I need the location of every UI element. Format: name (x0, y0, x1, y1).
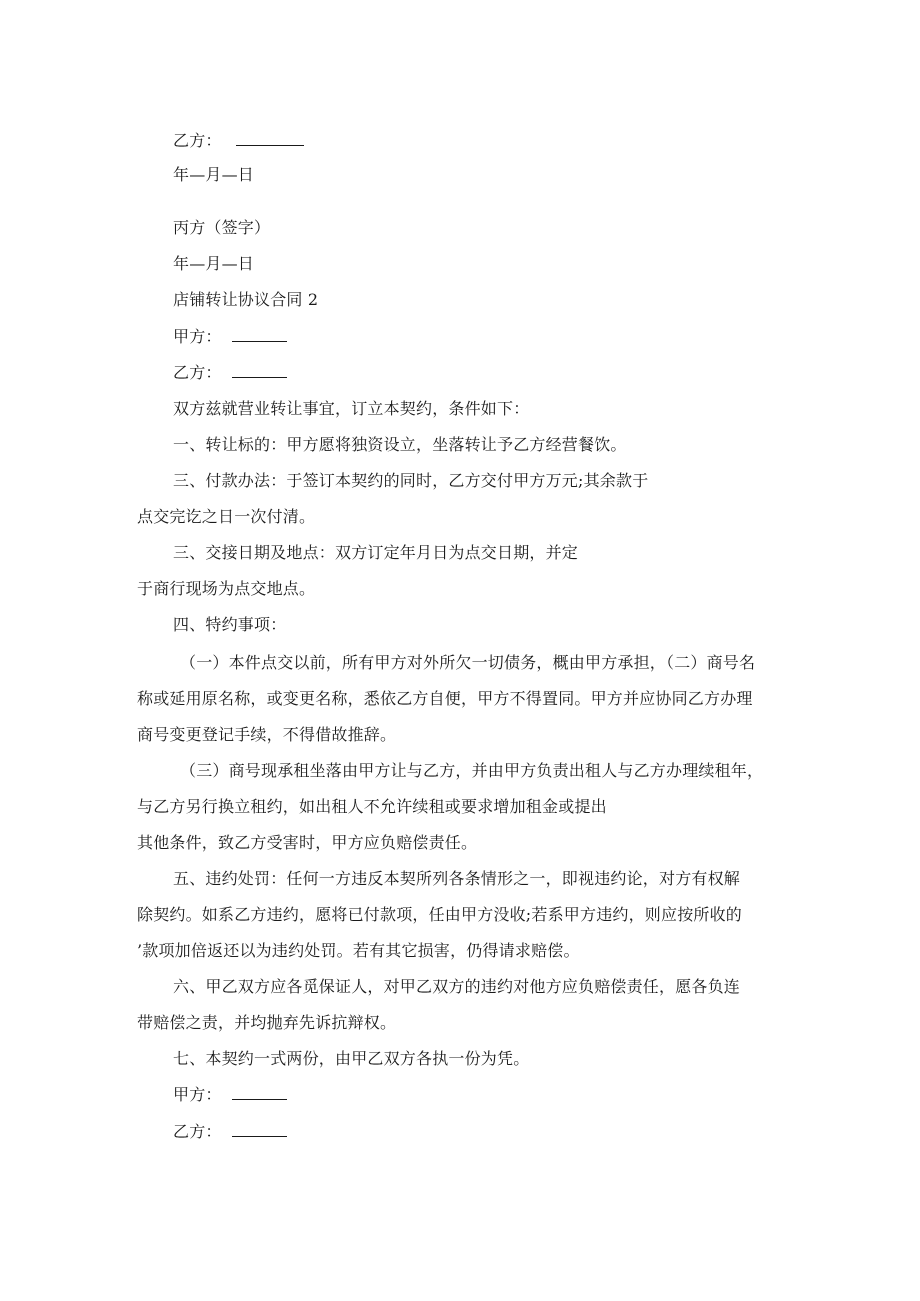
clause-guarantor-cont: 带赔偿之责，并均抛弃先诉抗辩权。 (137, 1013, 397, 1032)
party-b-label: 乙方： (173, 1122, 222, 1141)
special-item-1-cont: 称或延用原名称，或变更名称，悉依乙方自便，甲方不得置同。甲方并应协同乙方办理 (137, 689, 753, 708)
clause-handover: 三、交接日期及地点：双方订定年月日为点交日期，并定 (173, 543, 579, 562)
signature-blank (232, 327, 287, 342)
clause-breach-cont: 除契约。如系乙方违约，愿将已付款项，任由甲方没收;若系甲方违约，则应按所收的 (137, 905, 742, 924)
contract-title: 店铺转让协议合同 2 (173, 290, 319, 309)
signature-blank (232, 1085, 287, 1100)
party-b-signature-line (173, 1122, 287, 1142)
signature-blank (236, 131, 304, 146)
clause-1: 一、转让标的：甲方愿将独资设立，坐落转让予乙方经营餐饮。 (173, 435, 627, 454)
clause-handover-cont: 于商行现场为点交地点。 (137, 579, 316, 598)
party-b-signature-line (173, 131, 304, 151)
paragraph-intro: 双方兹就营业转让事宜，订立本契约，条件如下： (173, 399, 530, 418)
date-line: 年—月—日 (173, 254, 255, 273)
signature-blank (232, 1122, 287, 1137)
special-item-3: （三）商号现承租坐落由甲方让与乙方，并由甲方负责出租人与乙方办理续租年， (180, 761, 764, 780)
clause-special-heading: 四、特约事项： (173, 615, 287, 634)
clause-payment: 三、付款办法：于签订本契约的同时，乙方交付甲方万元;其余款于 (173, 471, 649, 490)
special-item-1-cont: 商号变更登记手续，不得借故推辞。 (137, 725, 397, 744)
special-item-3-cont: 其他条件，致乙方受害时，甲方应负赔偿责任。 (137, 833, 478, 852)
special-item-1: （一）本件点交以前，所有甲方对外所欠一切债务，概由甲方承担，（二）商号名 (180, 653, 756, 672)
party-a-signature-line (173, 1085, 287, 1105)
date-line: 年—月—日 (173, 165, 255, 184)
party-b-label: 乙方： (173, 131, 222, 150)
clause-guarantor: 六、甲乙双方应各觅保证人，对甲乙双方的违约对他方应负赔偿责任，愿各负连 (173, 977, 741, 996)
signature-blank (232, 363, 287, 378)
party-b-label: 乙方： (173, 363, 222, 382)
clause-breach: 五、违约处罚：任何一方违反本契所列各条情形之一，即视违约论，对方有权解 (173, 869, 741, 888)
party-a-signature-line (173, 327, 287, 347)
party-b-signature-line (173, 363, 287, 383)
clause-breach-cont: ’款项加倍返还以为违约处罚。若有其它损害，仍得请求赔偿。 (137, 941, 580, 960)
special-item-3-cont: 与乙方另行换立租约，如出租人不允许续租或要求增加租金或提出 (137, 797, 607, 816)
party-a-label: 甲方： (173, 1085, 222, 1104)
party-c-signature-label: 丙方（签字） (173, 218, 271, 237)
clause-payment-cont: 点交完讫之日一次付清。 (137, 507, 316, 526)
clause-copies: 七、本契约一式两份，由甲乙双方各执一份为凭。 (173, 1049, 530, 1068)
party-a-label: 甲方： (173, 327, 222, 346)
